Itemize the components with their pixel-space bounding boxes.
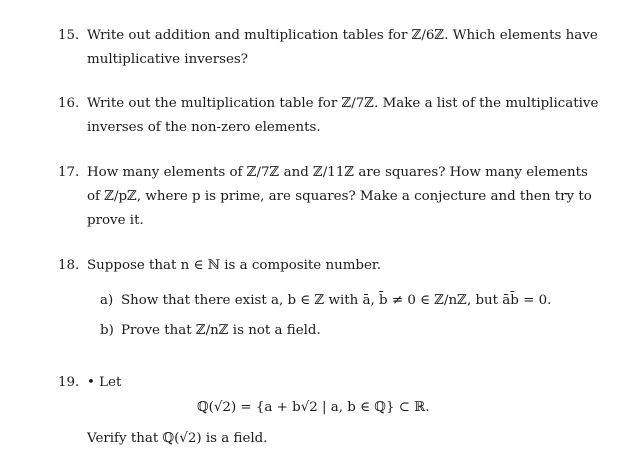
problem-text: of ℤ/pℤ, where p is prime, are squares? Make a conjecture and then try to [87, 189, 592, 204]
problem-number: 16. [58, 96, 80, 111]
problem-number: 19. [58, 375, 80, 390]
problem-text: Write out addition and multiplication tables for ℤ/6ℤ. Which elements have [87, 28, 598, 43]
problem-text: How many elements of ℤ/7ℤ and ℤ/11ℤ are squares? How many elements [87, 165, 588, 180]
problem-text: • Let [87, 375, 122, 390]
subpart-label: b) [100, 323, 114, 338]
problem-text: prove it. [87, 213, 144, 228]
problem-text: inverses of the non-zero elements. [87, 120, 321, 135]
problem-number: 17. [58, 165, 80, 180]
problem-text: Write out the multiplication table for ℤ/7ℤ. Make a list of the multiplicative [87, 96, 599, 111]
closing-text: Verify that ℚ(√2) is a field. [87, 431, 268, 446]
problem-number: 18. [58, 258, 80, 273]
display-equation: ℚ(√2) = {a + b√2 | a, b ∈ ℚ} ⊂ ℝ. [197, 400, 430, 415]
subpart-text: Prove that ℤ/nℤ is not a field. [121, 323, 321, 338]
problem-text: Suppose that n ∈ ℕ is a composite number. [87, 258, 382, 273]
problem-number: 15. [58, 28, 80, 43]
subpart-label: a) [100, 293, 114, 308]
subpart-text: Show that there exist a, b ∈ ℤ with ā, b̄ ≠ 0 ∈ ℤ/nℤ, but āb̄ = 0. [121, 293, 552, 308]
problem-text: multiplicative inverses? [87, 52, 248, 67]
